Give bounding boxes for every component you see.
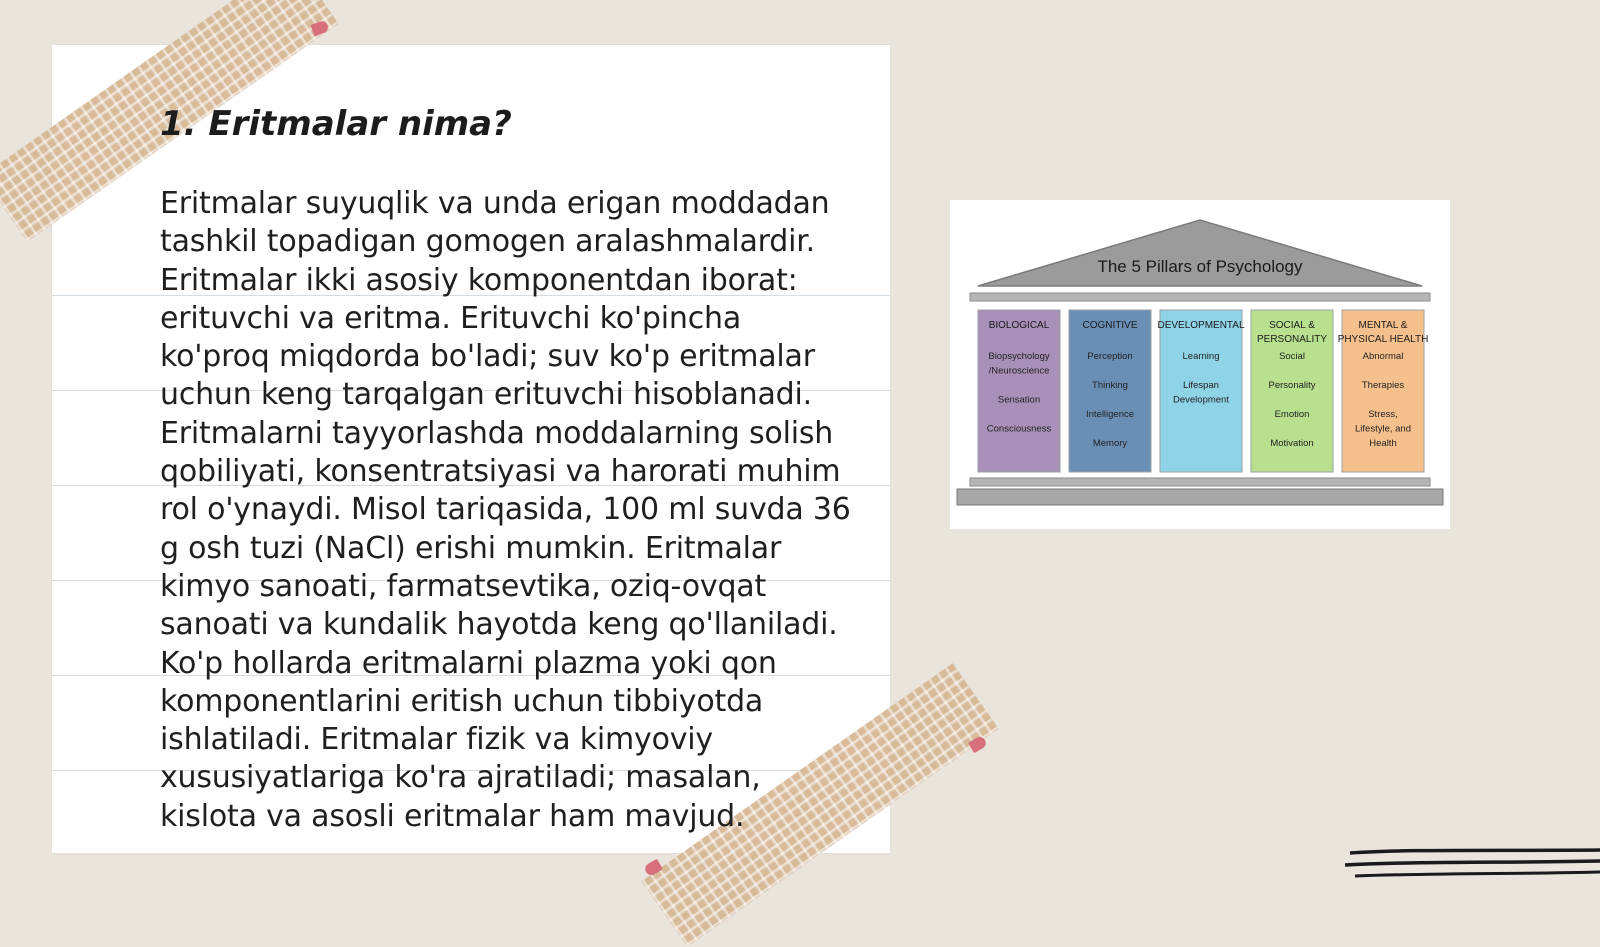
pillar-item: Development	[1173, 394, 1229, 406]
pillar-item: Sensation	[997, 394, 1041, 406]
pillar-header: DEVELOPMENTAL	[1157, 320, 1245, 331]
pillar-item: Therapies	[1361, 380, 1405, 391]
figure-title: The 5 Pillars of Psychology	[1097, 257, 1303, 276]
pillar-item: Personality	[1268, 380, 1316, 391]
pillar-item: Thinking	[1092, 380, 1128, 391]
pillar-header: COGNITIVE	[1082, 320, 1138, 331]
pillar	[978, 310, 1060, 472]
pillar-item: Biopsychology	[988, 351, 1050, 362]
pillar-header: MENTAL &	[1358, 320, 1408, 331]
pillar-item: Emotion	[1274, 409, 1310, 420]
pillars-diagram	[950, 200, 1450, 529]
slide-body-text: Eritmalar suyuqlik va unda erigan moddadan tashkil topadigan gomogen aralashmalardir. Eritmalar ikki asosiy komponentdan iborat: erituvchi va eritma. Erituvchi ko'pincha ko'proq miqdorda bo'ladi; suv ko'p eritmalar uchun keng tarqalgan erituvchi hisoblanadi. Eritmalarni tayyorlashda moddalarning solish qobiliyati, konsentratsiyasi va harorati muhim rol o'ynaydi. Misol tariqasida, 100 ml suvda 36 g osh tuzi (NaCl) erishi mumkin. Eritmalar kimyo sanoati, farmatsevtika, oziq-ovqat sanoati va kundalik hayotda keng qo'llaniladi. Ko'p hollarda eritmalarni plazma yoki qon komponentlarini eritish uchun tibbiyotda ishlatiladi. Eritmalar fizik va kimyoviy xususiyatlariga ko'ra ajratiladi; masalan, kislota va asosli eritmalar ham mavjud.	[160, 186, 851, 834]
temple-base	[957, 489, 1443, 505]
pillars-figure	[950, 200, 1450, 529]
pillar-item: Perception	[1087, 351, 1133, 362]
pillar-header: SOCIAL &	[1269, 320, 1315, 331]
pillar-item: Learning	[1182, 351, 1220, 362]
pillar-item: Health	[1369, 438, 1397, 449]
pillar-item: Lifestyle, and	[1355, 423, 1411, 435]
decorative-lines	[1345, 847, 1600, 887]
temple-beam	[970, 293, 1430, 301]
pillar-item: /Neuroscience	[988, 365, 1050, 377]
pillar-item: Abnormal	[1362, 351, 1404, 362]
pillar-item: Stress,	[1368, 409, 1398, 420]
pillar-header: PERSONALITY	[1256, 334, 1328, 345]
pillar-item: Motivation	[1270, 438, 1314, 449]
pillar-item: Intelligence	[1085, 409, 1135, 420]
pillar-header: BIOLOGICAL	[988, 320, 1050, 331]
pillar-item: Memory	[1092, 438, 1128, 449]
pillar-header: PHYSICAL HEALTH	[1337, 334, 1429, 345]
slide-title: 1. Eritmalar nima?	[160, 104, 512, 144]
pillar-item: Consciousness	[986, 423, 1052, 435]
pillar-item: Social	[1279, 351, 1305, 362]
pillar	[1160, 310, 1242, 472]
pillar-item: Lifespan	[1183, 380, 1219, 391]
temple-step	[970, 478, 1430, 486]
